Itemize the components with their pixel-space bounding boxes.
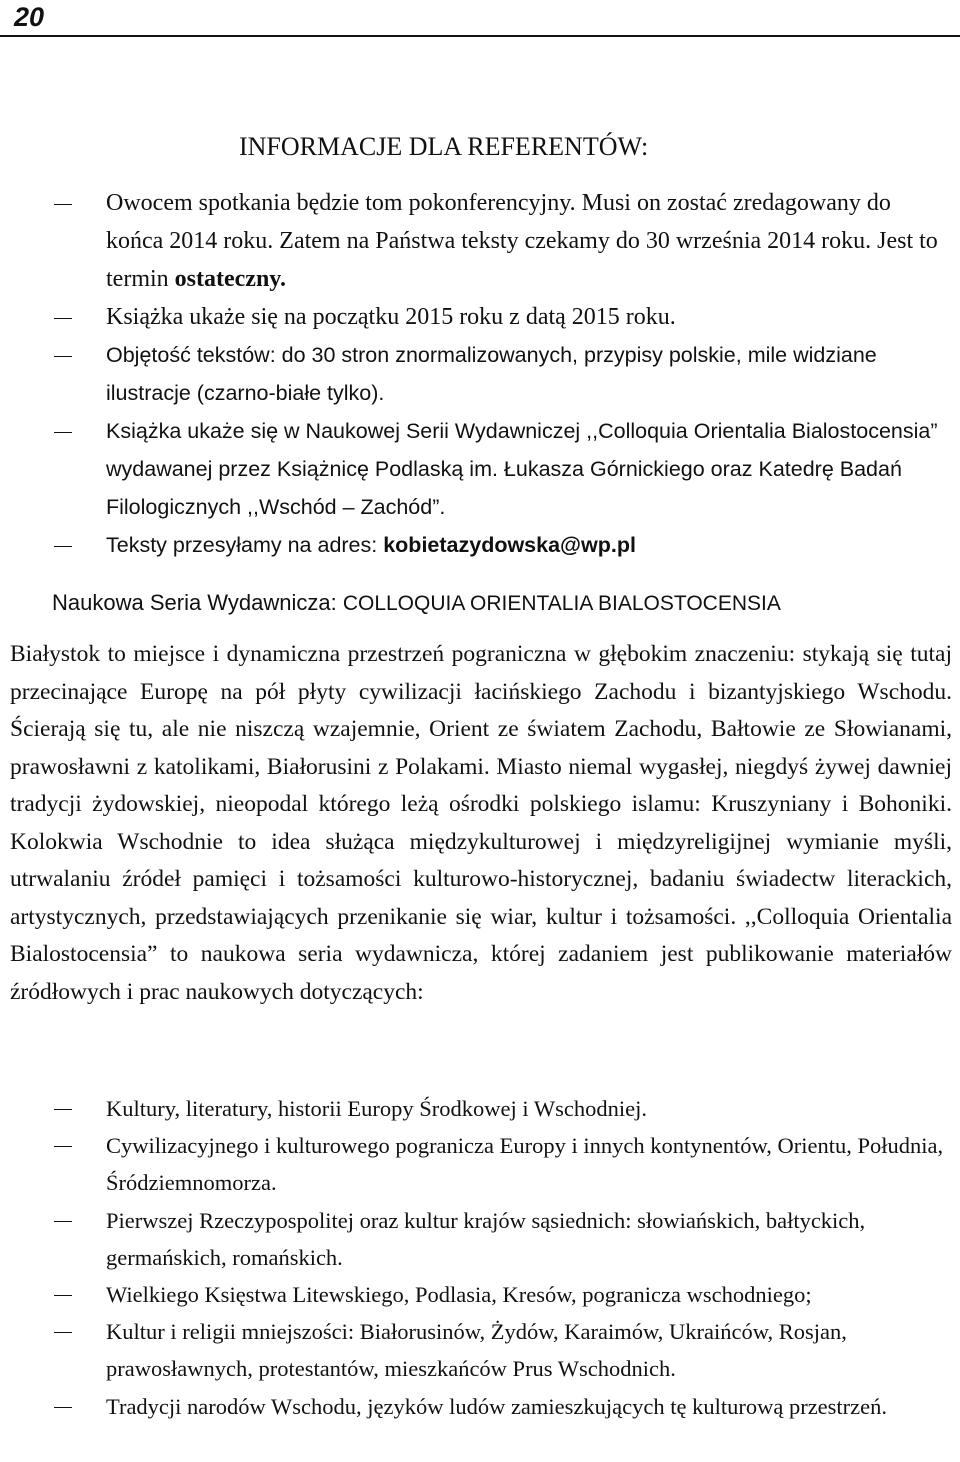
dash-bullet (54, 204, 72, 205)
topic-item (0, 1388, 952, 1425)
info-item (0, 336, 942, 412)
topic-text: Pierwszej Rzeczypospolitej oraz kultur krajów sąsiednich: słowiańskich, bałtyckich, germańskich, romańskich. (106, 1207, 866, 1270)
dash-bullet (54, 356, 72, 357)
info-item (0, 526, 942, 564)
email-address: kobietazydowska@wp.pl (383, 533, 636, 557)
page-number: 20 (14, 2, 45, 32)
info-item (0, 298, 942, 336)
header-rule (0, 35, 960, 37)
info-item-text: Książka ukaże się na początku 2015 roku z datą 2015 roku. (106, 304, 676, 330)
dash-bullet (54, 318, 72, 319)
dash-bullet (54, 432, 72, 433)
topic-text: Cywilizacyjnego i kulturowego pogranicza Europy i innych kontynentów, Orientu, Południa, Śródziemnomorza. (106, 1133, 944, 1196)
dash-bullet (54, 1109, 72, 1110)
dash-bullet (54, 546, 72, 547)
series-label: Naukowa Seria Wydawnicza: (52, 590, 343, 615)
dash-bullet (54, 1146, 72, 1147)
series-name: COLLOQUIA ORIENTALIA BIALOSTOCENSIA (342, 592, 781, 615)
info-item-text: Książka ukaże się w Naukowej Serii Wydawniczej ,,Colloquia Orientalia Bialostocensia” wydawanej przez Książnicę Podlaską im. Łukasza Górnickiego oraz Katedrę Badań Filologicznych ,,Wschód – Zachód”. (106, 419, 938, 519)
section-heading: INFORMACJE DLA REFERENTÓW: (239, 132, 649, 161)
info-item-text: Teksty przesyłamy na adres: (106, 533, 384, 557)
topic-item (0, 1313, 952, 1387)
info-item (0, 412, 942, 526)
dash-bullet (54, 1332, 72, 1333)
info-item-text: Objętość tekstów: do 30 stron znormalizowanych, przypisy polskie, mile widziane ilustracje (czarno-białe tylko). (106, 343, 877, 405)
topic-item (0, 1090, 952, 1127)
topics-list (0, 1090, 952, 1425)
dash-bullet (54, 1221, 72, 1222)
info-list (0, 184, 942, 564)
info-item-emphasis: ostateczny. (174, 266, 286, 292)
dash-bullet (54, 1295, 72, 1296)
topic-text: Kultury, literatury, historii Europy Środkowej i Wschodniej. (106, 1096, 647, 1121)
topic-item (0, 1127, 952, 1201)
topic-item (0, 1276, 952, 1313)
topic-item (0, 1202, 952, 1276)
info-item-text: Owocem spotkania będzie tom pokonferencyjny. Musi on zostać zredagowany do końca 2014 roku. Zatem na Państwa teksty czekamy do 30 września 2014 roku. Jest to termin (106, 190, 938, 292)
series-line (52, 586, 781, 621)
topic-text: Wielkiego Księstwa Litewskiego, Podlasia, Kresów, pogranicza wschodniego; (106, 1282, 812, 1308)
dash-bullet (54, 1407, 72, 1408)
info-item (0, 184, 942, 298)
topic-text: Kultur i religii mniejszości: Białorusinów, Żydów, Karaimów, Ukraińców, Rosjan, prawosławnych, protestantów, mieszkańców Prus Wschodnich. (106, 1319, 847, 1382)
description-paragraph: Białystok to miejsce i dynamiczna przestrzeń pograniczna w głębokim znaczeniu: stykają się tutaj przecinające Europę na pół płyty cywilizacji łacińskiego Zachodu i bizantyjskiego Wschodu. Ścierają się tu, ale nie niszczą wzajemnie, Orient ze światem Zachodu, Bałtowie ze Słowianami, prawosławni z katolikami, Białorusini z Polakami. Miasto niemal wygasłej, niegdyś żywej dawniej tradycji żydowskiej, nieopodal którego leżą ośrodki polskiego islamu: Kruszyniany i Bohoniki. Kolokwia Wschodnie to idea służąca międzykulturowej i międzyreligijnej wymianie myśli, utrwalaniu źródeł pamięci i tożsamości kulturowo-historycznej, badaniu świadectw literackich, artystycznych, przedstawiających przenikanie się wiar, kultur i tożsamości. ,,Colloquia Orientalia Bialostocensia” to naukowa seria wydawnicza, której zadaniem jest publikowanie materiałów źródłowych i prac naukowych dotyczących: (10, 641, 952, 1005)
topic-text: Tradycji narodów Wschodu, języków ludów zamieszkujących tę kulturową przestrzeń. (106, 1393, 888, 1419)
